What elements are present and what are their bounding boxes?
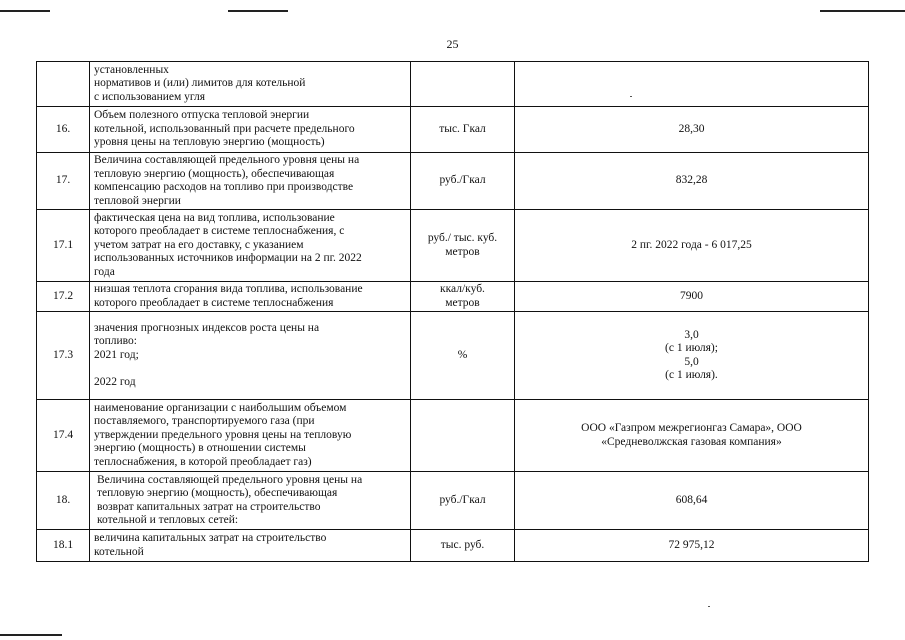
- row-number: 17.2: [37, 282, 90, 312]
- row-unit: [411, 62, 515, 107]
- row-description-line: величина капитальных затрат на строительство: [94, 532, 327, 544]
- row-description-line: 2022 год: [94, 375, 136, 388]
- table-row: [37, 282, 869, 312]
- row-unit-line: руб./ тыс. куб.: [427, 232, 498, 244]
- row-value-line: (с 1 июля);: [665, 342, 718, 354]
- table-row: [37, 107, 869, 153]
- row-unit: [411, 153, 515, 210]
- row-description-line: с использованием угля: [94, 90, 206, 103]
- row-value: [515, 210, 869, 282]
- row-number: 16.: [37, 107, 90, 153]
- row-value: [515, 107, 869, 153]
- table-row: [37, 530, 869, 562]
- row-description-line: которого преобладает в системе теплоснабжения: [94, 296, 334, 309]
- row-number: 17.1: [37, 210, 90, 282]
- row-description: [90, 107, 411, 153]
- row-description-line: Объем полезного отпуска тепловой энергии: [94, 109, 310, 122]
- row-description-line: поставляемого, транспортируемого газа (при: [94, 415, 315, 428]
- row-value-line: 832,28: [675, 174, 708, 187]
- row-description: [90, 472, 411, 530]
- row-unit: [411, 400, 515, 472]
- row-description-line: фактическая цена на вид топлива, использование: [94, 211, 335, 224]
- row-unit: [411, 530, 515, 562]
- row-value-line: ООО «Газпром межрегионгаз Самара», ООО: [581, 422, 802, 434]
- row-description-line: возврат капитальных затрат на строительство: [97, 500, 321, 513]
- row-unit: [411, 107, 515, 153]
- row-number: 17.3: [37, 312, 90, 400]
- table-row: [37, 472, 869, 530]
- row-unit-line: метров: [445, 245, 480, 258]
- scan-edge-line-right: [820, 10, 905, 12]
- row-value-line: 3,0: [684, 328, 699, 341]
- scan-edge-line-left: [0, 10, 50, 12]
- scan-edge-line-bottom: [0, 634, 62, 636]
- row-unit: [411, 472, 515, 530]
- table-row: [37, 312, 869, 400]
- row-value: [515, 62, 869, 107]
- tariff-table: [36, 61, 869, 562]
- row-unit: [411, 312, 515, 400]
- row-description: [90, 400, 411, 472]
- row-unit: [411, 210, 515, 282]
- page-number: 25: [446, 37, 459, 51]
- row-description-line: утверждении предельного уровня цены на тепловую: [94, 428, 352, 441]
- row-description-line: нормативов и (или) лимитов для котельной: [94, 77, 306, 90]
- row-description-line: теплоснабжения, в которой преобладает газ): [94, 455, 312, 468]
- row-description: [90, 530, 411, 562]
- row-value-line: 72 975,12: [668, 538, 715, 551]
- row-unit: [411, 282, 515, 312]
- scan-speck: [708, 606, 710, 607]
- row-value-line: 608,64: [675, 493, 708, 506]
- row-description-line: компенсацию расходов на топливо при производстве: [94, 181, 354, 193]
- row-value: [515, 472, 869, 530]
- row-description-line: учетом затрат на его доставку, с указанием: [94, 238, 304, 251]
- row-unit-line: ккал/куб.: [440, 283, 485, 295]
- row-value: [515, 400, 869, 472]
- row-description: [90, 282, 411, 312]
- row-unit-line: %: [457, 348, 468, 361]
- row-description: [90, 62, 411, 107]
- table-row: [37, 62, 869, 107]
- row-value: [515, 282, 869, 312]
- row-description-line: наименование организации с наибольшим объемом: [94, 401, 347, 414]
- row-description-line: значения прогнозных индексов роста цены на: [94, 321, 320, 334]
- row-number: 18.1: [37, 530, 90, 562]
- table-body: [37, 62, 869, 562]
- row-unit-line: руб./Гкал: [439, 493, 486, 506]
- row-value: [515, 153, 869, 210]
- table-row: [37, 210, 869, 282]
- row-value-line: 5,0: [684, 355, 699, 368]
- row-description-line: уровня цены на тепловую энергию (мощность): [94, 136, 325, 149]
- row-description-line: Величина составляющей предельного уровня цены на: [97, 473, 363, 486]
- row-description: [90, 312, 411, 400]
- row-value: [515, 312, 869, 400]
- row-unit-line: тыс. Гкал: [439, 122, 486, 135]
- row-description-line: которого преобладает в системе теплоснабжения, с: [94, 225, 345, 238]
- row-number: 17.: [37, 153, 90, 210]
- row-description-line: тепловую энергию (мощность), обеспечивающая: [94, 167, 335, 180]
- row-description-line: котельной, использованный при расчете предельного: [94, 122, 355, 135]
- row-number: 18.: [37, 472, 90, 530]
- row-description-line: низшая теплота сгорания вида топлива, использование: [94, 283, 363, 295]
- row-description-line: [94, 362, 406, 376]
- scan-edge-line-center: [228, 10, 288, 12]
- table-row: [37, 400, 869, 472]
- row-value-line: (с 1 июля).: [665, 369, 718, 381]
- table-row: [37, 153, 869, 210]
- row-number: 17.4: [37, 400, 90, 472]
- row-unit-line: руб./Гкал: [439, 174, 486, 187]
- row-description-line: топливо:: [94, 335, 137, 348]
- row-value-line: 7900: [680, 289, 703, 302]
- row-description-line: тепловой энергии: [94, 194, 181, 207]
- row-description-line: Величина составляющей предельного уровня цены на: [94, 154, 360, 166]
- row-description-line: котельной: [94, 545, 144, 558]
- row-description-line: тепловую энергию (мощность), обеспечивающая: [97, 487, 338, 499]
- row-description: [90, 210, 411, 282]
- row-description-line: котельной и тепловых сетей:: [97, 514, 239, 526]
- row-description-line: 2021 год;: [94, 348, 139, 361]
- row-value-line: 28,30: [678, 122, 705, 135]
- row-unit-line: метров: [445, 296, 480, 309]
- row-value: [515, 530, 869, 562]
- row-value-line: «Средневолжская газовая компания»: [601, 435, 782, 448]
- row-description-line: установленных: [94, 63, 169, 76]
- row-description: [90, 153, 411, 210]
- row-description-line: использованных источников информации на 2 пг. 2022: [94, 252, 362, 265]
- row-value-line: 2 пг. 2022 года - 6 017,25: [631, 238, 752, 251]
- row-number: [37, 62, 90, 107]
- row-description-line: года: [94, 265, 115, 278]
- row-unit-line: тыс. руб.: [440, 538, 485, 551]
- row-description-line: энергию (мощность) в отношении системы: [94, 442, 306, 455]
